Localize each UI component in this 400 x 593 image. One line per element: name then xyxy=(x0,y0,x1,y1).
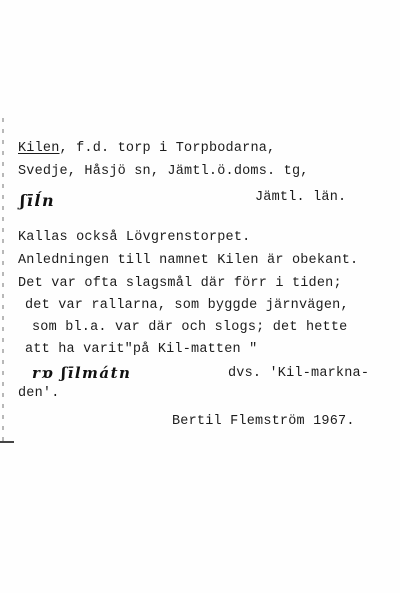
signature-line: Bertil Flemström 1967. xyxy=(172,414,355,429)
card-line-8: som bl.a. var där och slogs; det hette xyxy=(32,320,348,335)
card-line-10: dvs. 'Kil-markna- xyxy=(228,366,370,381)
phonetic-transcription-phrase: rɒ ʃīlmátn xyxy=(32,364,132,382)
card-line-7: det var rallarna, som byggde järnvägen, xyxy=(25,298,349,313)
place-name: Kilen xyxy=(18,141,60,156)
place-description: , f.d. torp i Torpbodarna, xyxy=(59,141,276,156)
card-edge-rule xyxy=(0,441,14,443)
card-edge-marks xyxy=(2,118,4,448)
card-line-2: Svedje, Håsjö sn, Jämtl.ö.doms. tg, xyxy=(18,164,309,179)
phonetic-transcription-name: ʃīĺn xyxy=(20,191,56,210)
card-line-3: Jämtl. län. xyxy=(255,190,347,205)
card-line-5: Anledningen till namnet Kilen är obekant. xyxy=(18,253,359,268)
card-line-1 xyxy=(18,141,275,157)
card-line-4: Kallas också Lövgrenstorpet. xyxy=(18,230,251,245)
card-line-6: Det var ofta slagsmål där förr i tiden; xyxy=(18,276,342,291)
card-line-11: den'. xyxy=(18,386,60,401)
card-line-9: att ha varit"på Kil-matten " xyxy=(25,342,258,357)
